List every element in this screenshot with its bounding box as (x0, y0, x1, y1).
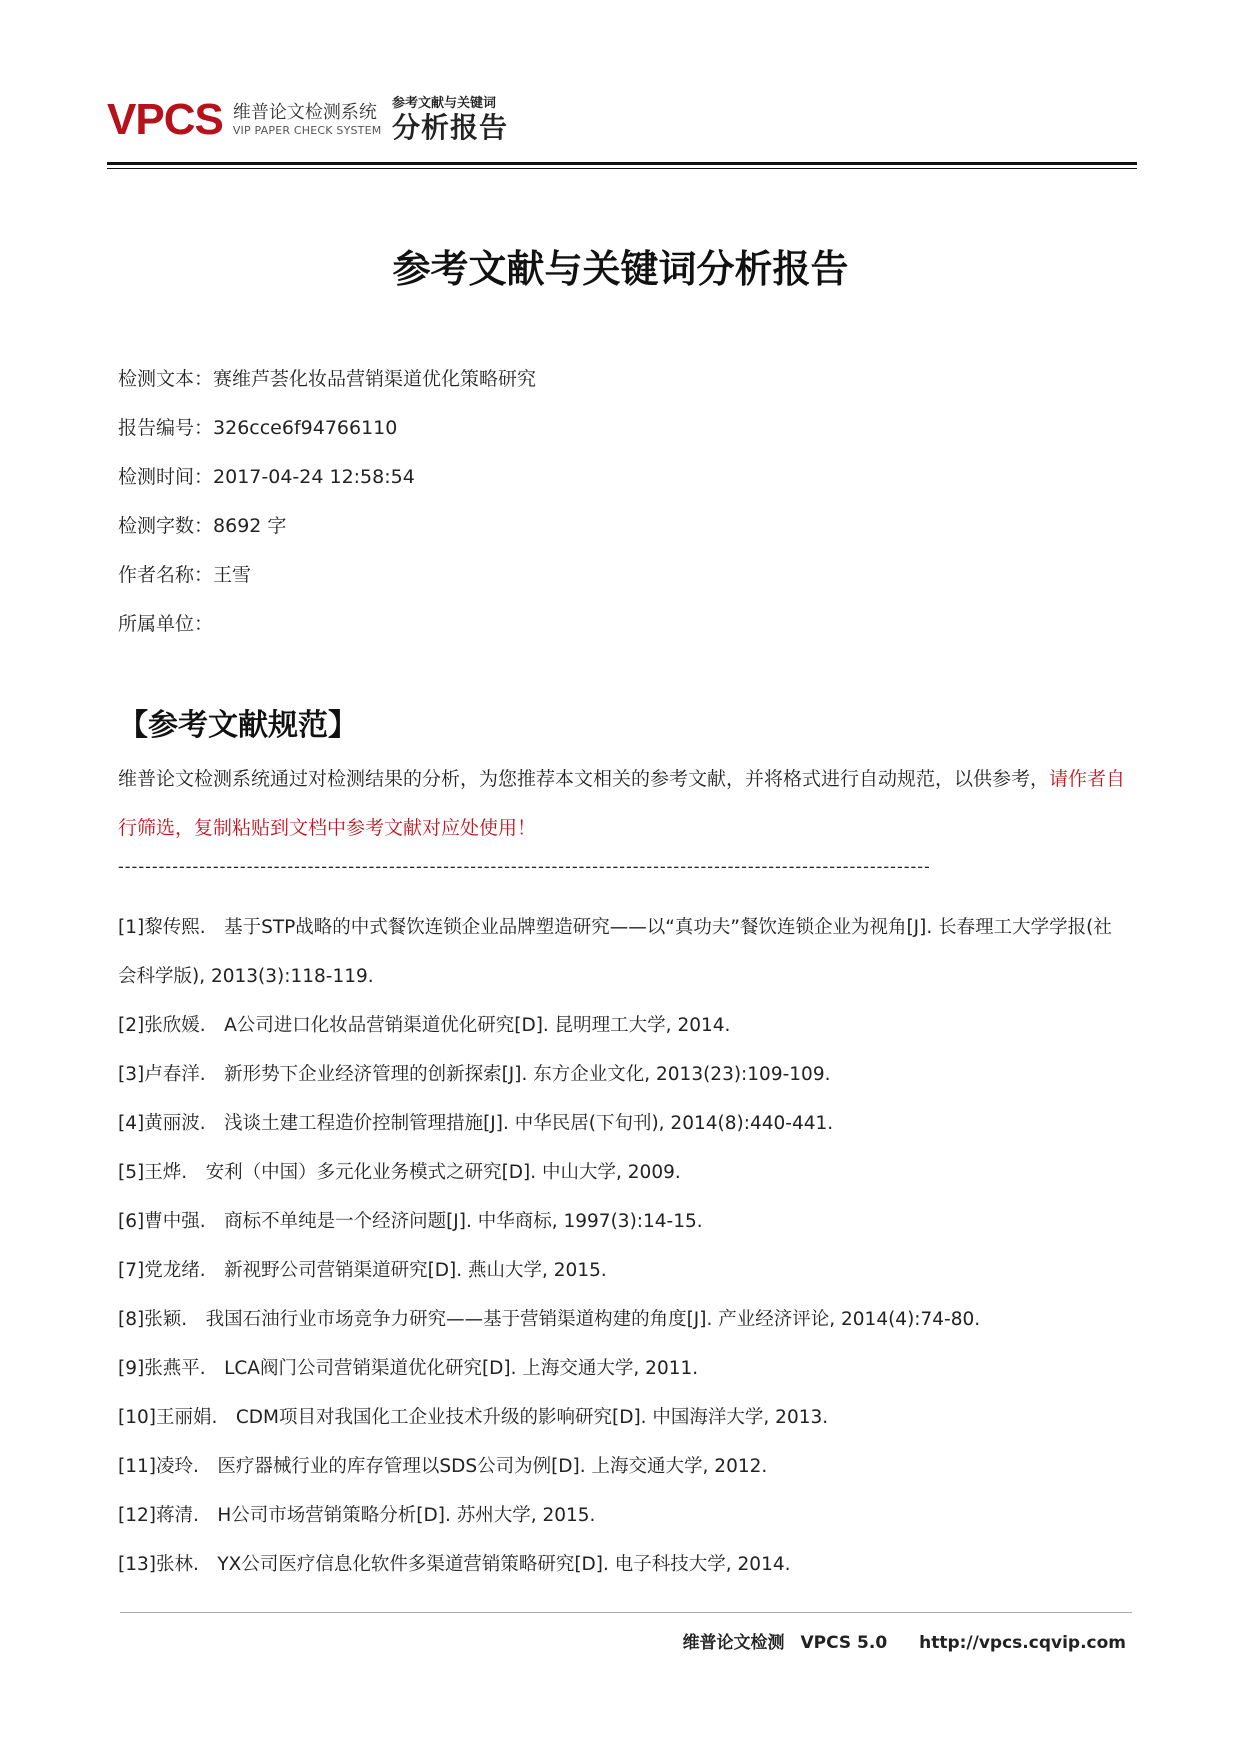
page-title: 参考文献与关键词分析报告 (392, 246, 849, 291)
meta-value: 王雪 (213, 564, 252, 586)
reference-list (118, 903, 1130, 1589)
meta-row-word-count (118, 502, 536, 551)
reference-item: [7]党龙绪. 新视野公司营销渠道研究[D]. 燕山大学, 2015. (118, 1260, 607, 1281)
header-rule-thin (107, 168, 1137, 169)
section-title: 【参考文献规范】 (118, 708, 358, 743)
reference-item: [10]王丽娟. CDM项目对我国化工企业技术升级的影响研究[D]. 中国海洋大学, 2013. (118, 1407, 829, 1428)
footer-rule (120, 1612, 1132, 1613)
meta-row-time (118, 453, 536, 502)
reference-item: [12]蒋清. H公司市场营销策略分析[D]. 苏州大学, 2015. (118, 1505, 596, 1526)
footer-version: VPCS 5.0 (800, 1633, 888, 1653)
meta-label: 报告编号： (118, 417, 214, 439)
meta-row-affiliation (118, 600, 536, 649)
meta-value: 8692 字 (213, 515, 287, 537)
intro-warning: 请作者自行筛选，复制粘贴到文档中参考文献对应处使用！ (118, 768, 1126, 839)
meta-value: 326cce6f94766110 (213, 417, 398, 439)
page-header (107, 92, 1137, 152)
meta-label: 检测文本： (118, 368, 214, 390)
header-rule-thick (107, 162, 1137, 165)
footer-url[interactable]: http://vpcs.cqvip.com (919, 1633, 1126, 1653)
dashed-divider: ------------------------------------------------------------------------------------------------------------------------ (118, 857, 931, 876)
reference-item: [4]黄丽波. 浅谈土建工程造价控制管理措施[J]. 中华民居(下旬刊), 2014(8):440-441. (118, 1113, 834, 1134)
report-badge (392, 96, 508, 144)
page-footer (673, 1628, 1126, 1653)
reference-item: [2]张欣媛. A公司进口化妆品营销渠道优化研究[D]. 昆明理工大学, 2014. (118, 1015, 731, 1036)
reference-item: [6]曹中强. 商标不单纯是一个经济问题[J]. 中华商标, 1997(3):14-15. (118, 1211, 703, 1232)
meta-label: 检测时间： (118, 466, 214, 488)
meta-row-report-id (118, 404, 536, 453)
meta-value: 赛维芦荟化妆品营销渠道优化策略研究 (213, 368, 537, 390)
meta-label: 检测字数： (118, 515, 214, 537)
reference-item: [9]张燕平. LCA阀门公司营销渠道优化研究[D]. 上海交通大学, 2011. (118, 1358, 699, 1379)
meta-row-author (118, 551, 536, 600)
report-meta (118, 355, 536, 649)
vpcs-logo (107, 92, 381, 148)
badge-title: 分析报告 (392, 111, 509, 144)
logo-text (233, 102, 382, 138)
reference-item: [5]王烨. 安利（中国）多元化业务模式之研究[D]. 中山大学, 2009. (118, 1162, 681, 1183)
meta-label: 所属单位： (118, 613, 214, 635)
logo-en: VIP PAPER CHECK SYSTEM (232, 124, 382, 137)
footer-name: 维普论文检测 (682, 1633, 785, 1653)
reference-item: [8]张颖. 我国石油行业市场竞争力研究——基于营销渠道构建的角度[J]. 产业经济评论, 2014(4):74-80. (118, 1309, 981, 1330)
logo-mark-text: VPCS (107, 95, 223, 144)
reference-item: [11]凌玲. 医疗器械行业的库存管理以SDS公司为例[D]. 上海交通大学, 2012. (118, 1456, 768, 1477)
logo-cn: 维普论文检测系统 (232, 102, 377, 123)
badge-subtitle: 参考文献与关键词 (392, 96, 497, 111)
meta-value: 2017-04-24 12:58:54 (213, 466, 415, 488)
reference-item: [3]卢春洋. 新形势下企业经济管理的创新探索[J]. 东方企业文化, 2013(23):109-109. (118, 1064, 831, 1085)
section-intro (118, 755, 1128, 853)
reference-item: [13]张林. YX公司医疗信息化软件多渠道营销策略研究[D]. 电子科技大学, 2014. (118, 1554, 791, 1575)
meta-label: 作者名称： (118, 564, 214, 586)
intro-text: 维普论文检测系统通过对检测结果的分析，为您推荐本文相关的参考文献，并将格式进行自动规范，以供参考， (118, 768, 1050, 790)
logo-mark (107, 95, 223, 144)
meta-row-text (118, 355, 536, 404)
reference-item: [1]黎传熙. 基于STP战略的中式餐饮连锁企业品牌塑造研究——以“真功夫”餐饮连锁企业为视角[J]. 长春理工大学学报(社会科学版), 2013(3):118-119. (118, 917, 1112, 987)
